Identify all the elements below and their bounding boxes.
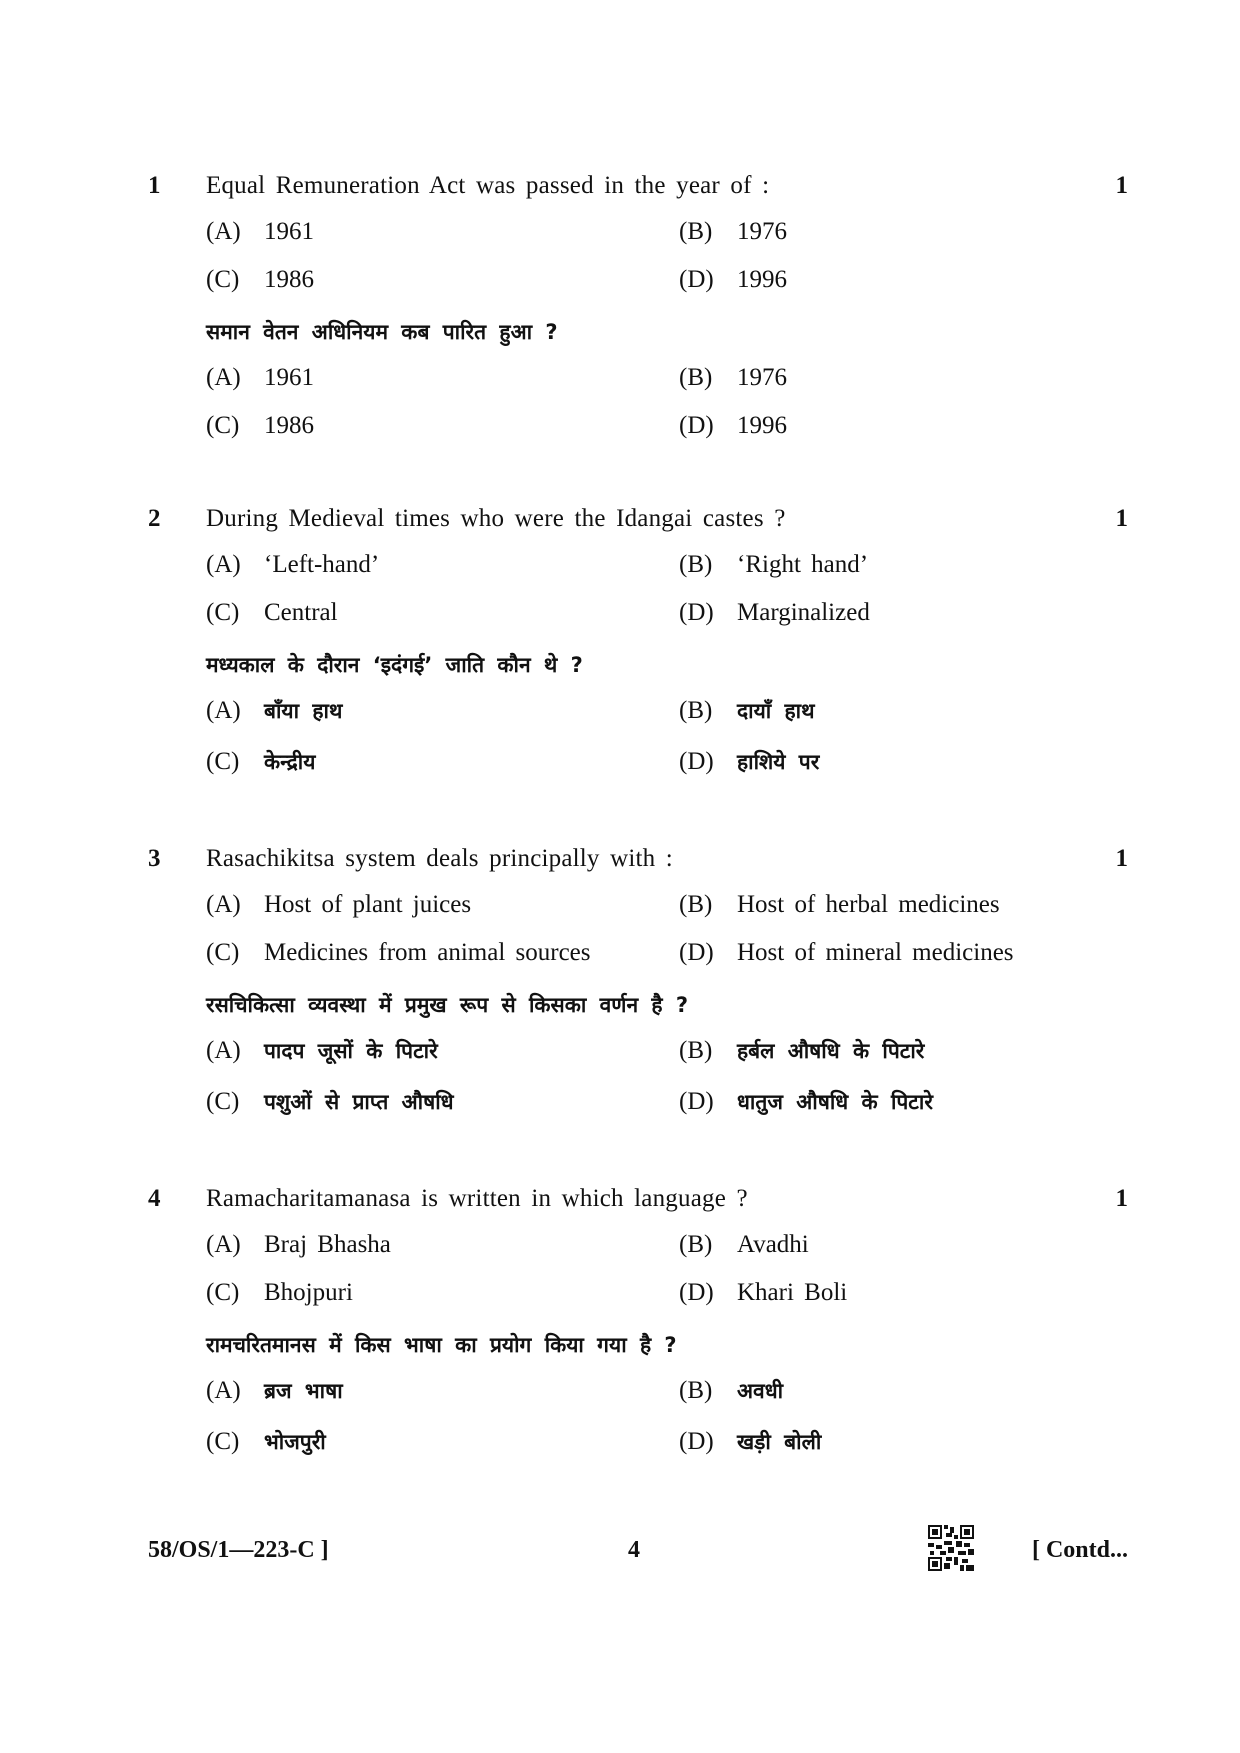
option-c	[206, 1279, 353, 1307]
hindi-option-c	[206, 412, 314, 440]
option-label: (A)	[206, 1231, 241, 1258]
option-label: (C)	[206, 599, 240, 626]
hindi-question-text: रामचरितमानस में किस भाषा का प्रयोग किया गया है ?	[206, 1333, 677, 1357]
hindi-options-row	[148, 1377, 1128, 1428]
options-row	[148, 939, 1128, 987]
hindi-option-d	[679, 1088, 933, 1116]
option-d	[679, 599, 870, 627]
option-label: (C)	[206, 939, 240, 966]
hindi-option-a	[206, 697, 342, 725]
hindi-option-d	[679, 748, 819, 776]
option-text: भोजपुरी	[264, 1430, 326, 1454]
hindi-question-row	[148, 987, 1128, 1037]
option-label: (B)	[679, 891, 713, 918]
option-text: 1986	[264, 266, 314, 293]
question-number: 1	[148, 172, 161, 199]
options-row	[148, 891, 1128, 939]
option-text: Khari Boli	[737, 1279, 848, 1306]
question-3	[148, 845, 1128, 1139]
option-text: Host of plant juices	[264, 891, 472, 918]
question-4	[148, 1185, 1128, 1479]
option-label: (D)	[679, 1279, 714, 1306]
options-row	[148, 218, 1128, 266]
option-b	[679, 218, 787, 246]
option-label: (D)	[679, 939, 714, 966]
hindi-option-c	[206, 1088, 454, 1116]
option-label: (A)	[206, 1037, 241, 1064]
option-d	[679, 939, 1014, 967]
option-a	[206, 1231, 391, 1259]
option-text: ‘Left-hand’	[264, 551, 380, 578]
option-text: Medicines from animal sources	[264, 939, 591, 966]
hindi-option-a	[206, 1037, 438, 1065]
hindi-question-row	[148, 1327, 1128, 1377]
hindi-option-b	[679, 364, 787, 392]
option-label: (A)	[206, 218, 241, 245]
option-text: धातुज औषधि के पिटारे	[737, 1090, 933, 1114]
options-row	[148, 266, 1128, 314]
option-label: (C)	[206, 748, 240, 775]
option-b	[679, 551, 868, 579]
option-label: (B)	[679, 551, 713, 578]
hindi-options-row	[148, 412, 1128, 460]
option-label: (D)	[679, 599, 714, 626]
option-label: (D)	[679, 412, 714, 439]
hindi-options-row	[148, 364, 1128, 412]
option-label: (D)	[679, 1088, 714, 1115]
option-text: Host of mineral medicines	[737, 939, 1014, 966]
question-row	[148, 1185, 1128, 1231]
option-c	[206, 599, 338, 627]
hindi-option-a	[206, 1377, 343, 1405]
option-label: (C)	[206, 1428, 240, 1455]
option-label: (C)	[206, 266, 240, 293]
option-text: पशुओं से प्राप्त औषधि	[264, 1090, 454, 1114]
option-label: (C)	[206, 1279, 240, 1306]
page-number: 4	[628, 1537, 640, 1563]
hindi-options-row	[148, 1428, 1128, 1479]
question-number: 2	[148, 505, 161, 532]
option-text: 1996	[737, 412, 787, 439]
option-label: (B)	[679, 218, 713, 245]
hindi-question-text: मध्यकाल के दौरान ‘इदंगई’ जाति कौन थे ?	[206, 653, 583, 677]
question-text: Ramacharitamanasa is written in which language ?	[206, 1185, 748, 1212]
hindi-options-row	[148, 1088, 1128, 1139]
question-marks: 1	[1115, 505, 1128, 532]
option-label: (D)	[679, 266, 714, 293]
option-text: Marginalized	[737, 599, 870, 626]
paper-code: 58/OS/1—223-C ]	[148, 1537, 329, 1563]
hindi-option-b	[679, 697, 815, 725]
hindi-question-row	[148, 647, 1128, 697]
option-a	[206, 218, 314, 246]
option-text: Host of herbal medicines	[737, 891, 1000, 918]
hindi-question-text: समान वेतन अधिनियम कब पारित हुआ ?	[206, 320, 558, 344]
hindi-option-d	[679, 1428, 821, 1456]
option-text: केन्द्रीय	[264, 750, 316, 774]
option-d	[679, 1279, 847, 1307]
option-text: अवधी	[737, 1379, 784, 1403]
option-label: (B)	[679, 364, 713, 391]
question-number: 4	[148, 1185, 161, 1212]
option-a	[206, 551, 379, 579]
option-label: (A)	[206, 1377, 241, 1404]
options-row	[148, 551, 1128, 599]
option-text: 1996	[737, 266, 787, 293]
option-label: (C)	[206, 412, 240, 439]
option-text: Central	[264, 599, 338, 626]
option-a	[206, 891, 471, 919]
option-text: Braj Bhasha	[264, 1231, 391, 1258]
option-label: (B)	[679, 697, 713, 724]
page-footer	[148, 1537, 1128, 1577]
question-marks: 1	[1115, 1185, 1128, 1212]
option-text: खड़ी बोली	[737, 1430, 822, 1454]
hindi-option-b	[679, 1377, 783, 1405]
option-b	[679, 891, 1000, 919]
option-text: 1961	[264, 364, 314, 391]
option-text: 1961	[264, 218, 314, 245]
option-label: (D)	[679, 748, 714, 775]
option-text: पादप जूसों के पिटारे	[264, 1039, 438, 1063]
option-d	[679, 266, 787, 294]
question-2	[148, 505, 1128, 799]
option-label: (B)	[679, 1037, 713, 1064]
question-row	[148, 505, 1128, 551]
option-c	[206, 939, 591, 967]
option-text: बाँया हाथ	[264, 699, 343, 723]
option-text: हाशिये पर	[737, 750, 820, 774]
hindi-question-row	[148, 314, 1128, 364]
option-label: (B)	[679, 1231, 713, 1258]
option-label: (B)	[679, 1377, 713, 1404]
hindi-option-d	[679, 412, 787, 440]
question-text: Rasachikitsa system deals principally with :	[206, 845, 673, 872]
option-b	[679, 1231, 809, 1259]
hindi-option-c	[206, 1428, 326, 1456]
option-c	[206, 266, 314, 294]
option-text: Avadhi	[737, 1231, 809, 1258]
options-row	[148, 599, 1128, 647]
option-label: (A)	[206, 364, 241, 391]
option-text: दायाँ हाथ	[737, 699, 815, 723]
hindi-option-c	[206, 748, 315, 776]
options-row	[148, 1231, 1128, 1279]
option-label: (A)	[206, 697, 241, 724]
qr-code-icon	[928, 1525, 974, 1571]
question-text: During Medieval times who were the Idangai castes ?	[206, 505, 786, 532]
option-text: ‘Right hand’	[737, 551, 869, 578]
hindi-question-text: रसचिकित्सा व्यवस्था में प्रमुख रूप से किसका वर्णन है ?	[206, 993, 689, 1017]
question-row	[148, 845, 1128, 891]
continued-note: [ Contd...	[1031, 1537, 1128, 1563]
question-marks: 1	[1115, 172, 1128, 199]
question-marks: 1	[1115, 845, 1128, 872]
option-text: हर्बल औषधि के पिटारे	[737, 1039, 925, 1063]
option-text: 1976	[737, 364, 787, 391]
option-text: Bhojpuri	[264, 1279, 353, 1306]
question-text: Equal Remuneration Act was passed in the year of :	[206, 172, 770, 199]
hindi-option-b	[679, 1037, 924, 1065]
question-1	[148, 172, 1128, 460]
hindi-options-row	[148, 697, 1128, 748]
hindi-options-row	[148, 1037, 1128, 1088]
option-label: (A)	[206, 551, 241, 578]
option-text: ब्रज भाषा	[264, 1379, 343, 1403]
option-label: (C)	[206, 1088, 240, 1115]
hindi-option-a	[206, 364, 314, 392]
option-label: (A)	[206, 891, 241, 918]
option-text: 1986	[264, 412, 314, 439]
options-row	[148, 1279, 1128, 1327]
question-row	[148, 172, 1128, 218]
option-label: (D)	[679, 1428, 714, 1455]
hindi-options-row	[148, 748, 1128, 799]
option-text: 1976	[737, 218, 787, 245]
question-number: 3	[148, 845, 161, 872]
